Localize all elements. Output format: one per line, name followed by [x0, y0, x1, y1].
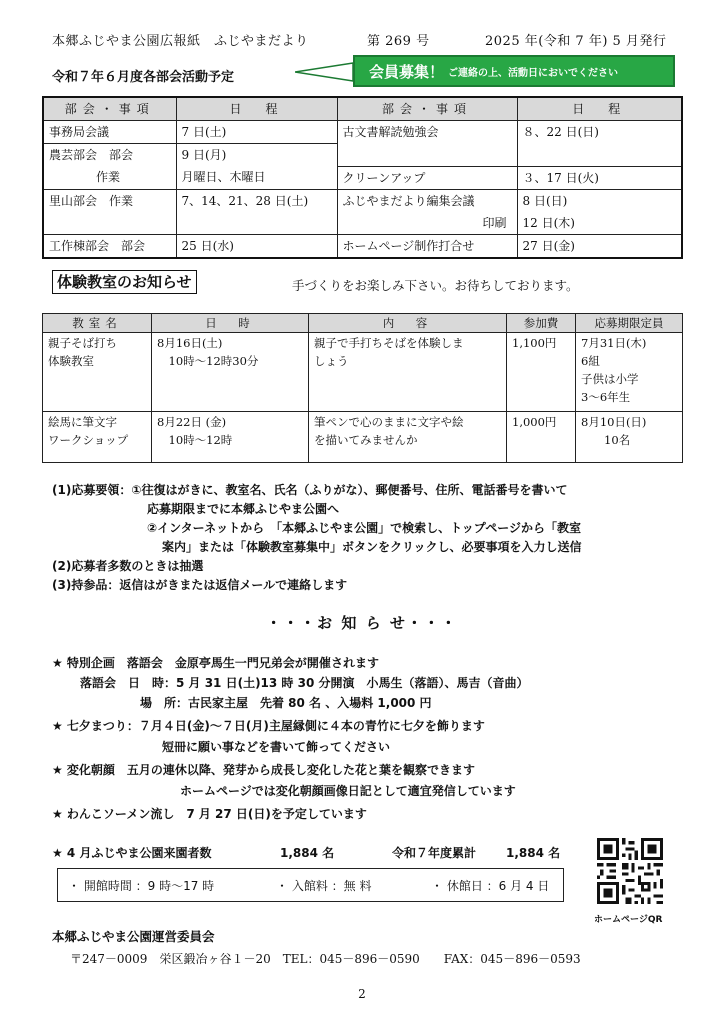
schedule-title: 令和７年６月度各部会活動予定 [52, 70, 235, 85]
item-cell: 印刷 [337, 212, 517, 235]
visitors-total-label: 令和７年度累計 [392, 846, 477, 860]
date-cell: ３、17 日(火) [517, 166, 682, 189]
news-item: 落語会 日 時：5 月 31 日(土)13 時 30 分開演 小馬生（落語）、馬吉（音曲） [80, 676, 529, 690]
news-item: ★ わんこソーメン流し 7 月 27 日(日)を予定しています [52, 807, 367, 821]
classes-title: 体験教室のお知らせ [52, 270, 197, 294]
application-line: 案内」または「体験教室募集中」ボタンをクリックし、必要事項を入力し送信 [162, 540, 582, 554]
cell-line: 親子そば打ち [48, 336, 117, 350]
cell-line: 7月31日(木) [581, 336, 647, 350]
schedule-table [42, 96, 683, 259]
newsletter-name: 本郷ふじやま公園広報紙 ふじやまだより [52, 34, 309, 49]
homepage-qr-code[interactable] [597, 838, 663, 904]
item-cell: ふじやまだより編集会議 [337, 189, 517, 212]
opening-hours: ・ 開館時間 ：9 時～17 時 [68, 879, 215, 893]
date-cell: 9 日(月) [176, 144, 337, 167]
class-deadline-cell [576, 412, 683, 463]
item-cell: 作業 [43, 166, 176, 189]
news-item: ★ 変化朝顔 五月の連休以降、発芽から成長し変化した花と葉を観察できます [52, 763, 475, 777]
table-row [43, 234, 682, 258]
visitors-label: ★ 4 月ふじやま公園来園者数 [52, 846, 212, 860]
news-item: 短冊に願い事などを書いて飾ってください [162, 740, 391, 754]
news-item: ★ 特別企画 落語会 金原亭馬生一門兄弟会が開催されます [52, 656, 379, 670]
application-line: (2)応募者多数のときは抽選 [52, 559, 204, 573]
park-info-box [57, 868, 564, 902]
column-header: 参加費 [507, 314, 576, 333]
closed-day: ・ 休館日 ：6 月 4 日 [431, 879, 550, 893]
column-header: 部会・事項 [337, 97, 517, 121]
member-recruit-banner [353, 55, 675, 87]
news-title: ・・・お 知 ら せ・・・ [266, 614, 458, 632]
arrow-pointer-icon [295, 62, 357, 82]
date-cell: 8 日(日) [517, 189, 682, 212]
class-deadline-cell [576, 333, 683, 412]
table-header-row [43, 314, 683, 333]
date-cell: 7 日(土) [176, 121, 337, 144]
date-cell: ８、22 日(日) [517, 121, 682, 167]
application-line: (1)応募要領：①往復はがきに、教室名、氏名（ふりがな）、郵便番号、住所、電話番号を書いて [52, 483, 568, 497]
column-header: 教室名 [43, 314, 152, 333]
item-cell: 里山部会 作業 [43, 189, 176, 234]
cell-line: 絵馬に筆文字 [48, 415, 117, 429]
column-header: 日 時 [152, 314, 309, 333]
banner-sub-text: ご連絡の上、活動日においでください [448, 67, 619, 79]
news-item: 場 所：古民家主屋 先着 80 名 、入場料 1,000 円 [140, 696, 432, 710]
column-header: 部会・事項 [43, 97, 176, 121]
date-cell: 25 日(水) [176, 234, 337, 258]
table-row [43, 412, 683, 463]
class-name-cell [43, 333, 152, 412]
table-row [43, 121, 682, 144]
cell-line: 8月10日(日) [581, 415, 647, 429]
cell-line: 筆ペンで心のままに文字や絵 [314, 415, 464, 429]
organization-name: 本郷ふじやま公園運営委員会 [52, 929, 215, 944]
class-content-cell [309, 412, 507, 463]
application-line: 応募期限までに本郷ふじやま公園へ [147, 502, 340, 516]
classes-tagline: 手づくりをお楽しみ下さい。お待ちしております。 [292, 278, 579, 293]
table-row [43, 333, 683, 412]
table-row [43, 166, 682, 189]
date-cell: 月曜日、木曜日 [176, 166, 337, 189]
item-cell: 工作棟部会 部会 [43, 234, 176, 258]
column-header: 応募期限定員 [576, 314, 683, 333]
news-item: ★ 七夕まつり：７月４日(金)～７日(月)主屋縁側に４本の青竹に七夕を飾ります [52, 719, 485, 733]
banner-main-text: 会員募集！ [369, 62, 445, 81]
class-content-cell [309, 333, 507, 412]
column-header: 日 程 [176, 97, 337, 121]
table-row [43, 189, 682, 212]
cell-line: 10時～12時30分 [157, 354, 259, 368]
admission-fee: ・ 入館料 ：無 料 [276, 879, 372, 893]
item-cell: 古文書解読勉強会 [337, 121, 517, 167]
cell-line: 8月22日 (金) [157, 415, 227, 429]
classes-table [42, 313, 683, 463]
column-header: 内 容 [309, 314, 507, 333]
item-cell: 農芸部会 部会 [43, 144, 176, 167]
cell-line: 親子で手打ちそばを体験しま [314, 336, 464, 350]
visitors-total: 1,884 名 [506, 846, 561, 860]
cell-line: ワークショップ [48, 433, 129, 447]
class-fee-cell: 1,000円 [507, 412, 576, 463]
column-header: 日 程 [517, 97, 682, 121]
application-line: ②インターネットから 「本郷ふじやま公園」で検索し、トップページから「教室 [147, 521, 582, 535]
page-number: 2 [358, 987, 366, 1001]
class-fee-cell: 1,100円 [507, 333, 576, 412]
cell-line: 子供は小学 [581, 372, 639, 386]
cell-line: しょう [314, 354, 349, 368]
class-time-cell [152, 333, 309, 412]
item-cell: ホームページ制作打合せ [337, 234, 517, 258]
cell-line: 3～6年生 [581, 390, 631, 404]
cell-line: 体験教室 [48, 354, 94, 368]
cell-line: を描いてみませんか [314, 433, 418, 447]
cell-line: 10名 [581, 433, 631, 447]
class-name-cell [43, 412, 152, 463]
issue-number: 第 269 号 [367, 34, 430, 49]
application-line: (3)持参品：返信はがきまたは返信メールで連絡します [52, 578, 348, 592]
issue-date: 2025 年(令和 7 年) 5 月発行 [485, 34, 667, 49]
cell-line: 8月16日(土) [157, 336, 223, 350]
contact-address: 〒247－0009 栄区鍛冶ヶ谷１－20 TEL：045－896－0590 FAX：045－896－0593 [70, 952, 581, 966]
qr-caption: ホームページQR [594, 915, 663, 925]
cell-line: 10時～12時 [157, 433, 233, 447]
visitors-count: 1,884 名 [280, 846, 335, 860]
table-header-row [43, 97, 682, 121]
item-cell: クリーンアップ [337, 166, 517, 189]
news-item: ホームページでは変化朝顔画像日記として適宜発信しています [180, 784, 516, 798]
date-cell: 12 日(木) [517, 212, 682, 235]
class-time-cell [152, 412, 309, 463]
date-cell: 7、14、21、28 日(土) [176, 189, 337, 234]
cell-line: 6組 [581, 354, 600, 368]
date-cell: 27 日(金) [517, 234, 682, 258]
item-cell: 事務局会議 [43, 121, 176, 144]
